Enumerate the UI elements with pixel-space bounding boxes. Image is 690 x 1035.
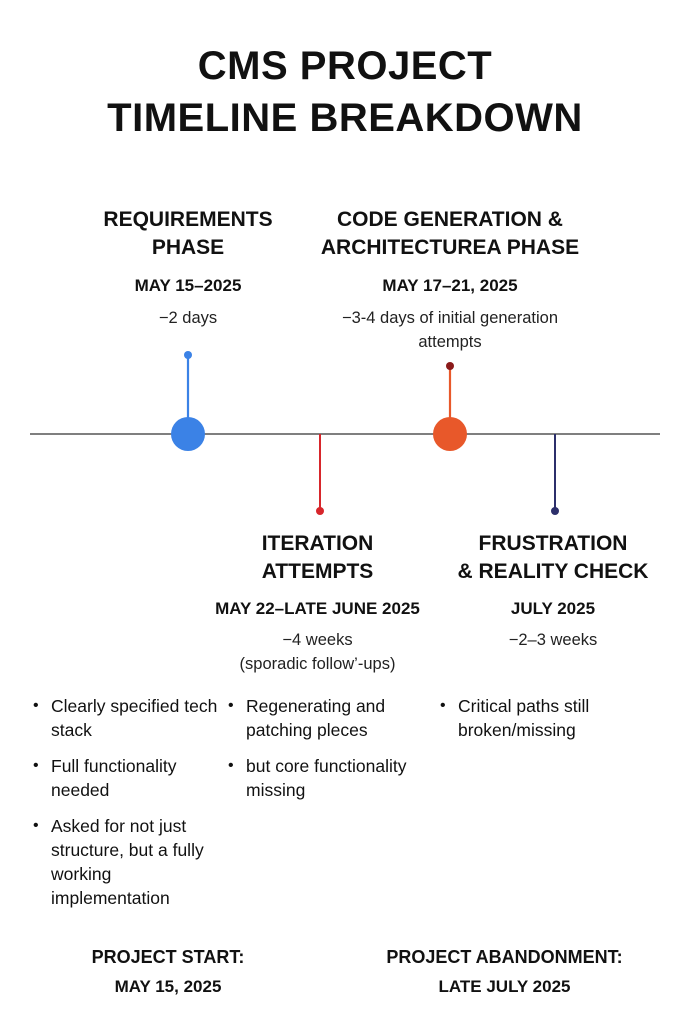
phase-frustration [448,530,658,652]
phase-title-line-2: & REALITY CHECK [457,560,649,583]
requirements-milestone-dot [171,417,205,451]
project-abandonment [352,944,657,999]
phase-duration-line-2: attempts [418,333,482,351]
phase-title-line-1: REQUIREMENTS [103,208,273,231]
project-abandonment-date: LATE JULY 2025 [438,977,571,996]
project-start-label: PROJECT START: [91,947,245,967]
codegen-marker-tip [446,362,454,370]
phase-date: MAY 22–LATE JUNE 2025 [215,599,420,618]
bullet-list-frustration [440,694,640,754]
phase-duration-line-2: (sporadic follow’-ups) [239,655,396,673]
phase-iteration [195,530,440,676]
iteration-marker-tip [316,507,324,515]
bullet-item: • Regenerating and patching pleces [228,694,413,742]
frustration-marker-tip [551,507,559,515]
project-abandonment-label: PROJECT ABANDONMENT: [386,947,623,967]
phase-duration-line-1: −4 weeks [282,631,353,649]
phase-title-line-2: PHASE [151,236,225,259]
phase-date: MAY 15–2025 [134,276,242,295]
phase-requirements [88,206,288,330]
phase-date: JULY 2025 [510,599,596,618]
phase-title-line-1: CODE GENERATION & [337,208,563,231]
bullet-item: • Asked for not just structure, but a fully working implementation [33,814,218,910]
codegen-milestone-dot [433,417,467,451]
phase-title-line-2: ATTEMPTS [261,560,374,583]
bullet-list-requirements [33,694,218,922]
requirements-marker-tip [184,351,192,359]
page-title-line-1: CMS PROJECT [197,44,493,88]
phase-duration: −2 days [158,309,218,327]
phase-title-line-2: ARCHITECTUREA PHASE [320,236,580,259]
page-title-line-2: TIMELINE BREAKDOWN [107,96,583,140]
phase-title-line-1: FRUSTRATION [478,532,628,555]
phase-duration-line-1: −3-4 days of initial generation [341,309,558,327]
phase-title-line-1: ITERATION [261,532,374,555]
bullet-item: • Critical paths still broken/missing [440,694,640,742]
phase-date: MAY 17–21, 2025 [382,276,518,295]
bullet-item: • Clearly specified tech stack [33,694,218,742]
bullet-list-iteration [228,694,413,814]
project-start [68,944,268,999]
bullet-item: • Full functionality needed [33,754,218,802]
phase-code-generation [300,206,600,354]
project-start-date: MAY 15, 2025 [114,977,222,996]
phase-duration: −2–3 weeks [508,631,598,649]
bullet-item: • but core functionality missing [228,754,413,802]
